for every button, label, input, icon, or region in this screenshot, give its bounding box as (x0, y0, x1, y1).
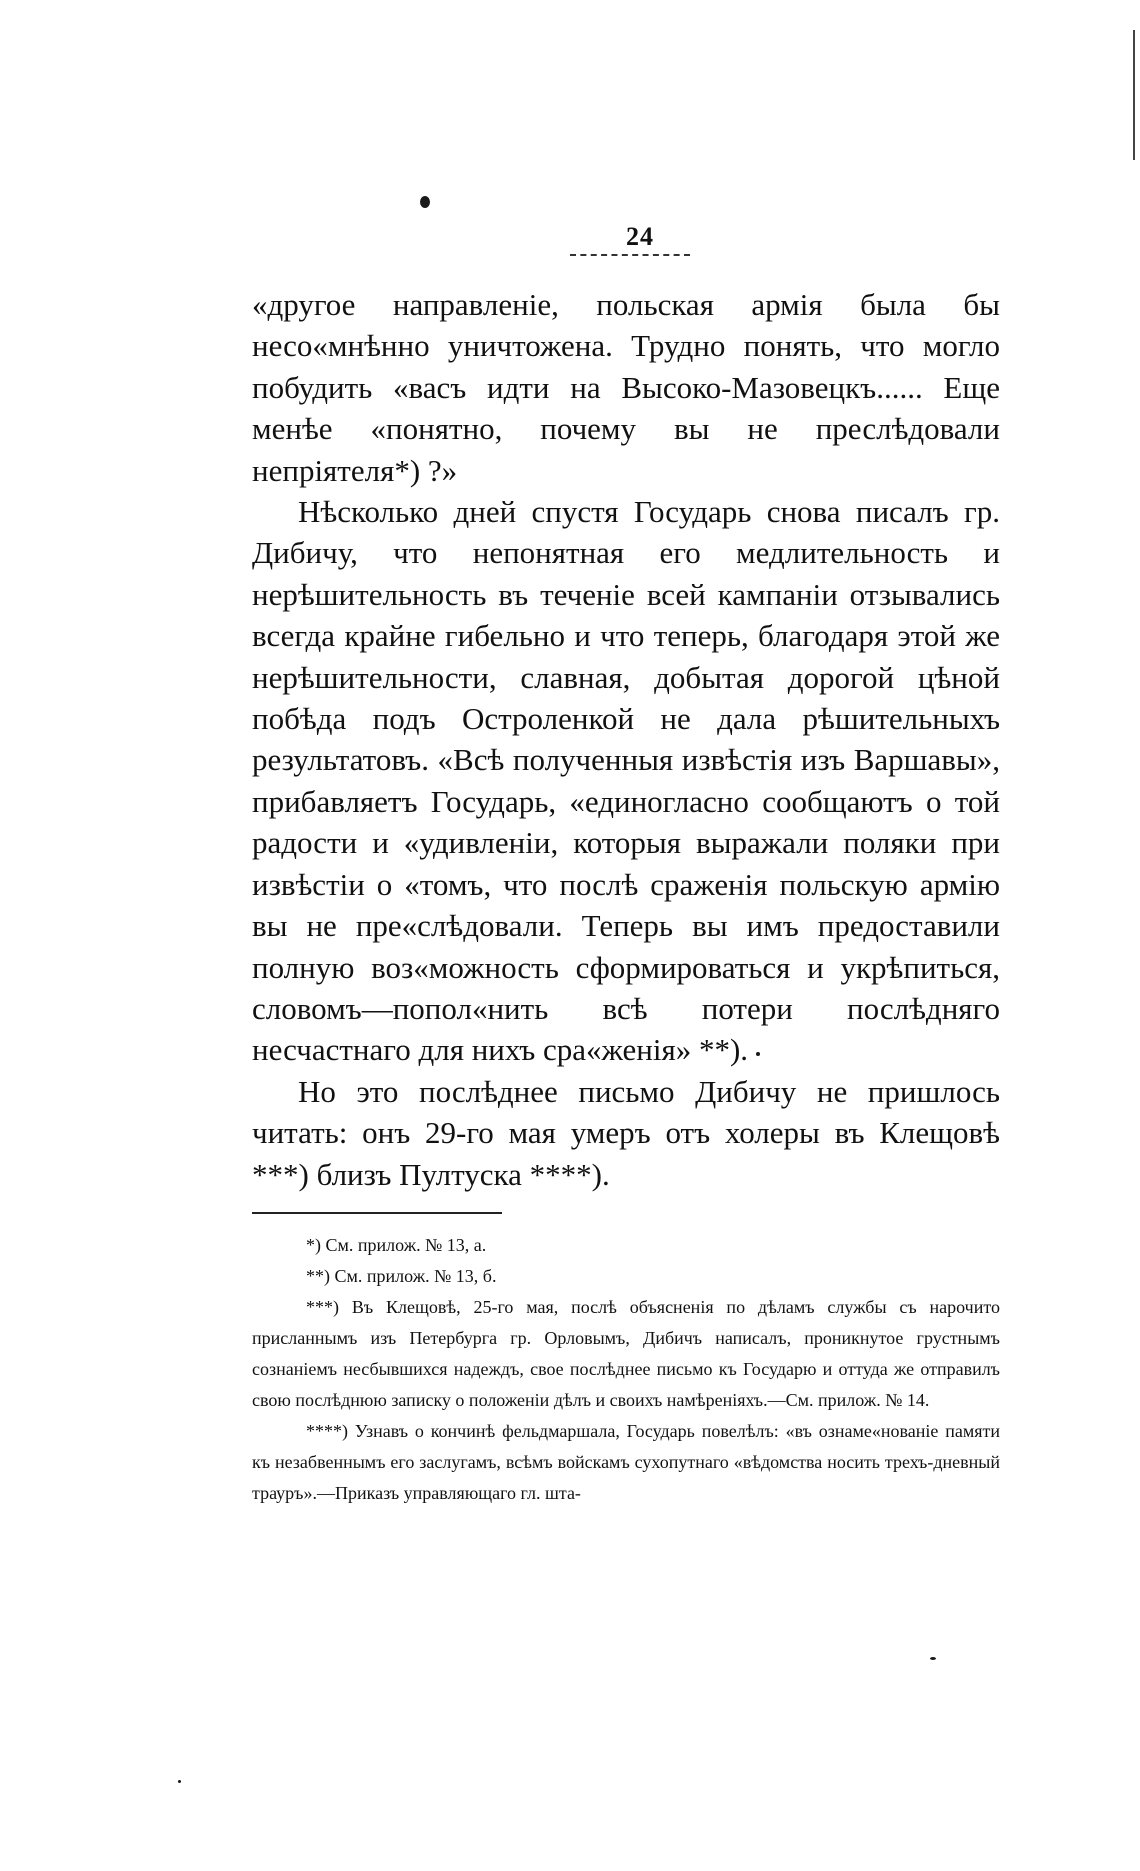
ink-speck (178, 1780, 181, 1783)
footnote-1: *) См. прилож. № 13, а. (306, 1235, 487, 1255)
ink-speck (930, 1657, 936, 1660)
ink-speck (420, 196, 430, 208)
page-number: 24 (626, 222, 654, 251)
page-number-rule (570, 254, 690, 259)
main-text (252, 284, 1000, 1195)
footnotes (252, 1230, 1000, 1509)
paragraph-quote-continuation: «другое направленіе, польская армія была бы несо«мнѣнно уничтожена. Трудно понять, что могло побудить «васъ идти на Высоко-Мазовецкъ...... Еще менѣе «понятно, почему вы не преслѣдовали непріятеля*) ?» (252, 287, 1000, 488)
paragraph-emperor-letter: Нѣсколько дней спустя Государь снова писалъ гр. Дибичу, что непонятная его медлительность и нерѣшительность въ теченіе всей кампаніи отзывались всегда крайне гибельно и что теперь, благодаря этой же нерѣшительности, славная, добытая дорогой цѣной побѣда подъ Остроленкой не дала рѣшительныхъ результатовъ. «Всѣ полученныя извѣстія изъ Варшавы», прибавляетъ Государь, «единогласно сообщаютъ о той радости и «удивленіи, которыя выражали поляки при извѣстіи о «томъ, что послѣ сраженія польскую армію вы не пре«слѣдовали. Теперь вы имъ предоставили полную воз«можность сформироваться и укрѣпиться, словомъ—попол«нить всѣ потери послѣдняго несчастнаго для нихъ сра«женія» **). (252, 494, 1000, 1068)
paragraph-dibich-death: Но это послѣднее письмо Дибичу не пришлось читать: онъ 29-го мая умеръ отъ холеры въ Клещовѣ ***) близъ Пултуска ****). (252, 1073, 1000, 1192)
footnote-separator (252, 1212, 502, 1214)
scan-edge-line (1133, 30, 1135, 160)
footnote-3: ***) Въ Клещовѣ, 25-го мая, послѣ объясненія по дѣламъ службы съ нарочито присланнымъ изъ Петербурга гр. Орловымъ, Дибичъ написалъ, проникнутое грустнымъ сознаніемъ несбывшихся надеждъ, свое послѣднее письмо къ Государю и оттуда же отправилъ свою послѣднюю записку о положеніи дѣлъ и своихъ намѣреніяхъ.—См. прилож. № 14. (252, 1297, 1000, 1410)
footnote-2: **) См. прилож. № 13, б. (306, 1266, 497, 1286)
footnote-4: ****) Узнавъ о кончинѣ фельдмаршала, Государь повелѣлъ: «въ ознаме«нованіе памяти къ незабвеннымъ его заслугамъ, всѣмъ войскамъ сухопутнаго «вѣдомства носить трехъ-дневный трауръ».—Приказъ управляющаго гл. шта- (252, 1421, 1000, 1503)
